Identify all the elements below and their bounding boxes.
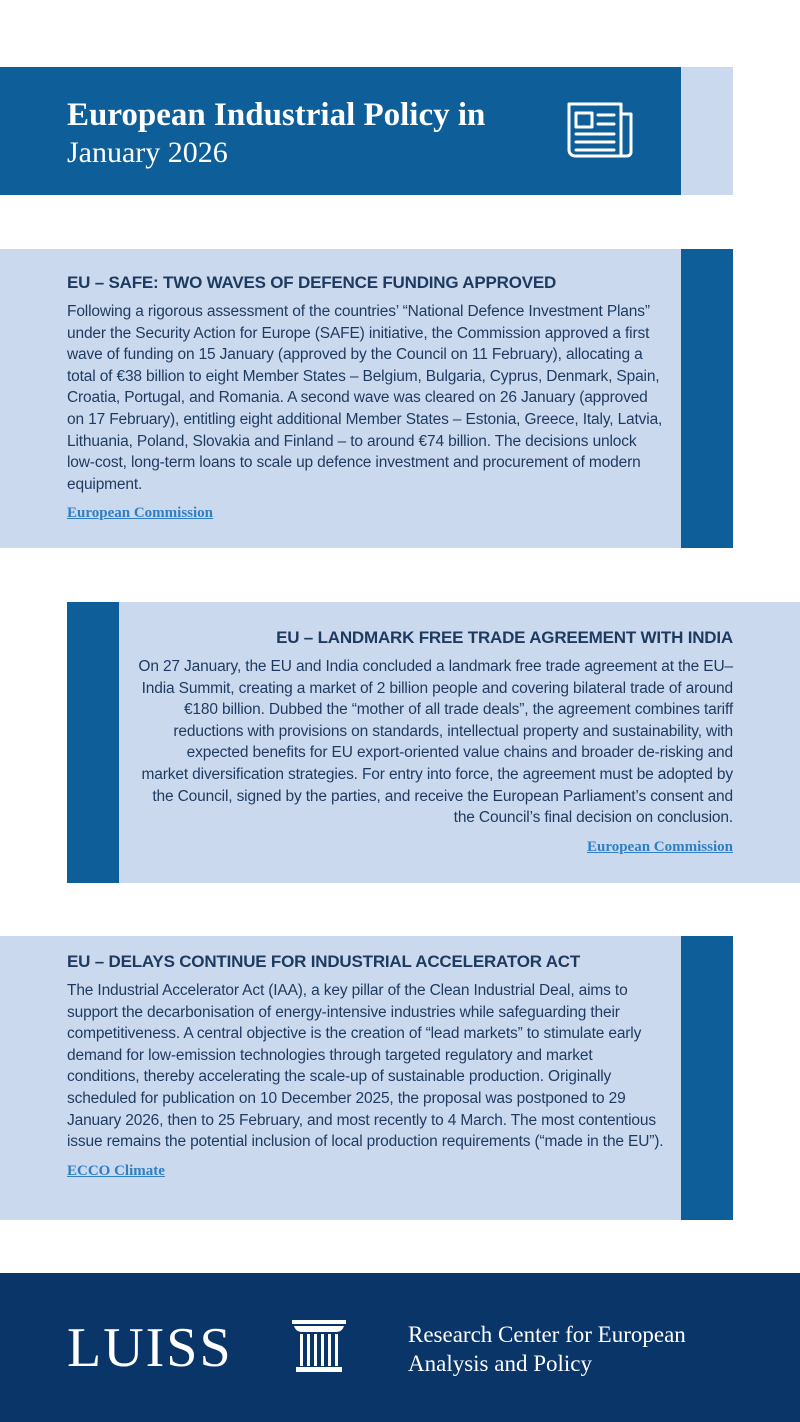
- source-link[interactable]: European Commission: [67, 505, 214, 522]
- header-accent-block: [681, 67, 733, 195]
- news-item-safe: [0, 249, 681, 548]
- research-center-line2: Analysis and Policy: [408, 1351, 592, 1376]
- section-accent-stripe: [67, 602, 119, 883]
- news-item-body: Following a rigorous assessment of the countries’ “National Defence Investment Plans” under the Security Action for Europe (SAFE) initiative, the Commission approved a first wave of funding on 15 January (approved by the Council on 11 February), allocating a total of €38 billion to eight Member States – Belgium, Bulgaria, Cyprus, Denmark, Spain, Croatia, Portugal, and Romania. A second wave was cleared on 26 January (approved on 17 February), entitling eight additional Member States – Estonia, Greece, Italy, Latvia, Lithuania, Poland, Slovakia and Finland – to around €74 billion. The decisions unlock low-cost, long-term loans to scale up defence investment and procurement of modern equipment.: [67, 303, 663, 493]
- newspaper-icon: [566, 100, 634, 162]
- news-item-india-fta: [119, 602, 800, 883]
- luiss-logo: LUISS: [67, 1317, 233, 1379]
- section-accent-stripe: [681, 249, 733, 548]
- section-accent-stripe: [681, 936, 733, 1220]
- page-title-line1: European Industrial Policy in: [67, 97, 486, 133]
- source-link[interactable]: European Commission: [586, 838, 733, 855]
- news-item-accelerator-act: [0, 936, 681, 1220]
- news-item-body: The Industrial Accelerator Act (IAA), a key pillar of the Clean Industrial Deal, aims to support the decarbonisation of energy-intensive industries while safeguarding their competitiveness. A central objective is the creation of “lead markets” to stimulate early demand for low-emission technologies through targeted regulatory and market conditions, thereby accelerating the scale-up of sustainable production. Originally scheduled for publication on 10 December 2025, the proposal was postponed to 29 January 2026, then to 25 February, and most recently to 4 March. The most contentious issue remains the potential inclusion of local production requirements (“made in the EU”).: [67, 982, 664, 1151]
- news-item-title: EU – LANDMARK FREE TRADE AGREEMENT WITH INDIA: [276, 628, 733, 647]
- news-item-body: On 27 January, the EU and India concluded a landmark free trade agreement at the EU–India Summit, creating a market of 2 billion people and covering bilateral trade of around €180 billion. Dubbed the “mother of all trade deals”, the agreement combines tariff reductions with provisions on standards, intellectual property and sustainability, with expected benefits for EU export-oriented value chains and broader de-risking and market diversification strategies. For entry into force, the agreement must be adopted by the Council, signed by the parties, and receive the European Parliament’s consent and the Council’s final decision on conclusion.: [138, 658, 733, 827]
- source-link[interactable]: ECCO Climate: [67, 1162, 165, 1179]
- page-title: [67, 95, 485, 171]
- page-title-line2: January 2026: [67, 136, 228, 169]
- research-center-name: [408, 1320, 686, 1378]
- news-item-title: EU – SAFE: TWO WAVES OF DEFENCE FUNDING APPROVED: [67, 273, 557, 292]
- research-center-line1: Research Center for European: [408, 1322, 686, 1347]
- column-icon: [292, 1320, 346, 1372]
- news-item-title: EU – DELAYS CONTINUE FOR INDUSTRIAL ACCELERATOR ACT: [67, 952, 581, 971]
